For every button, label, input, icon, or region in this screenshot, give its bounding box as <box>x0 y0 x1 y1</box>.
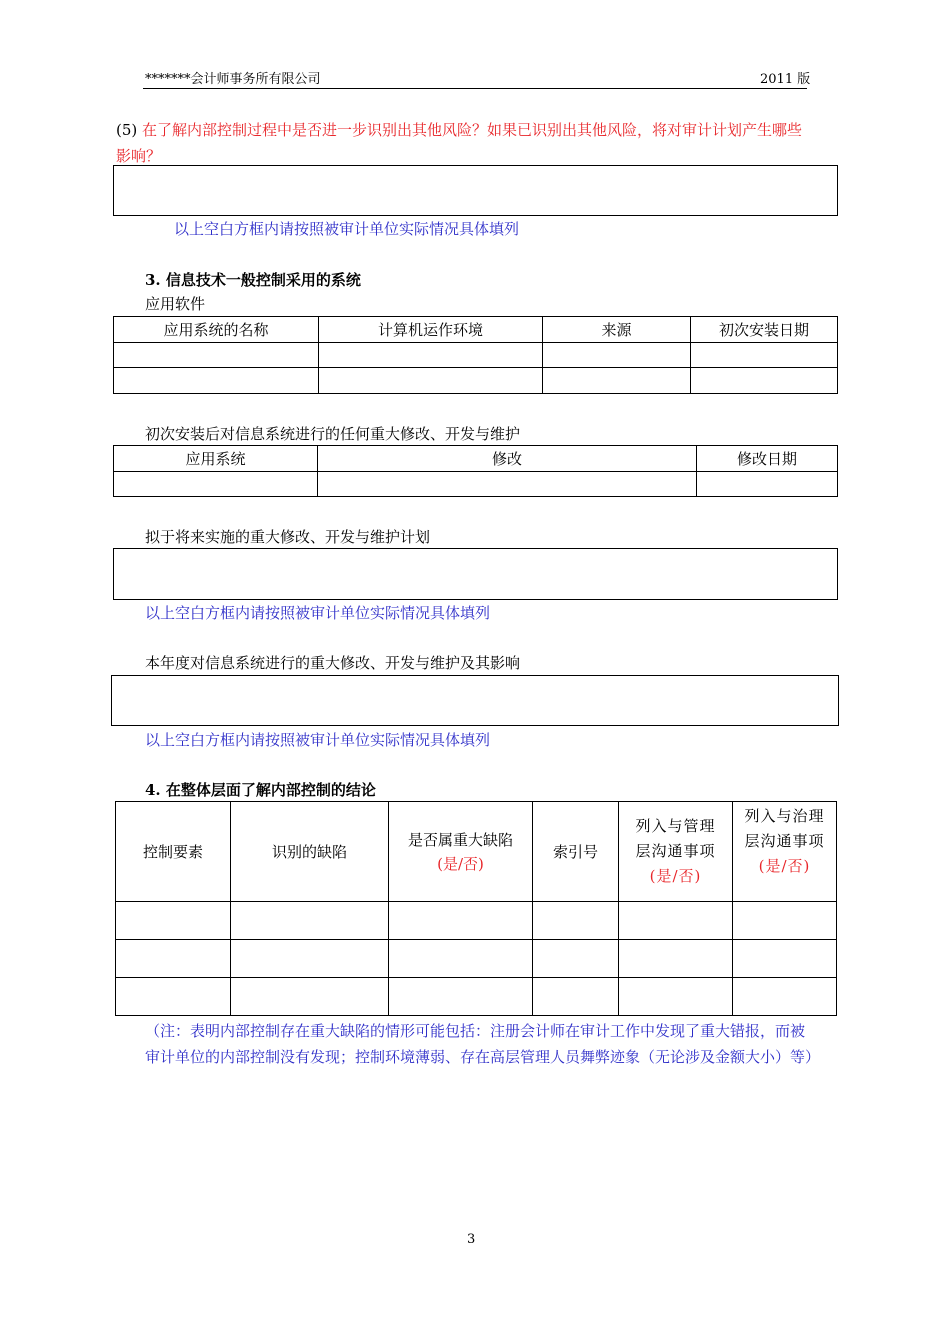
table-header: 来源 <box>543 317 691 343</box>
header-main: 控制要素 <box>142 843 203 861</box>
fill-instruction: 以上空白方框内请按照被审计单位实际情况具体填列 <box>145 731 491 749</box>
modification-label: 初次安装后对信息系统进行的任何重大修改、开发与维护 <box>145 425 521 443</box>
table-cell[interactable] <box>114 368 319 394</box>
table-cell[interactable] <box>619 978 733 1016</box>
table-row <box>114 368 838 394</box>
conclusion-table <box>115 801 837 1016</box>
header-main: 识别的缺陷 <box>271 843 347 861</box>
table-cell[interactable] <box>318 472 697 497</box>
table-cell[interactable] <box>389 940 533 978</box>
answer-box-future-plan[interactable] <box>113 548 838 600</box>
header-main: 是否属重大缺陷 <box>407 830 513 849</box>
table-cell[interactable] <box>697 472 838 497</box>
table-cell[interactable] <box>619 940 733 978</box>
app-system-table <box>113 316 838 394</box>
table-row <box>116 902 837 940</box>
page-number: 3 <box>467 1232 476 1247</box>
table-row <box>116 940 837 978</box>
firm-name: *******会计师事务所有限公司 <box>145 72 321 87</box>
table-cell[interactable] <box>733 902 837 940</box>
section-4-title: 4. 在整体层面了解内部控制的结论 <box>145 781 376 799</box>
answer-box-q5[interactable] <box>113 165 838 216</box>
modification-table <box>113 445 838 497</box>
table-header: 修改日期 <box>697 446 838 472</box>
table-cell[interactable] <box>533 902 619 940</box>
header-main: 索引号 <box>552 843 598 861</box>
table-cell[interactable] <box>691 343 838 368</box>
table-cell[interactable] <box>543 343 691 368</box>
table-header: 计算机运作环境 <box>319 317 543 343</box>
table-cell[interactable] <box>319 343 543 368</box>
table-cell[interactable] <box>691 368 838 394</box>
header-main: 列入与管理层沟通事项 <box>635 817 716 860</box>
table-cell[interactable] <box>116 902 231 940</box>
header-sub: (是/否) <box>437 854 484 873</box>
table-cell[interactable] <box>116 978 231 1016</box>
footnote: （注：表明内部控制存在重大缺陷的情形可能包括：注册会计师在审计工作中发现了重大错报，而被审计单位的内部控制没有发现；控制环境薄弱、存在高层管理人员舞弊迹象（无论涉及金额大小）等） <box>145 1022 821 1066</box>
table-header: 修改 <box>318 446 697 472</box>
table-header <box>533 802 619 902</box>
table-row <box>114 472 838 497</box>
table-row <box>116 978 837 1016</box>
future-plan-label: 拟于将来实施的重大修改、开发与维护计划 <box>145 528 431 546</box>
table-cell[interactable] <box>389 902 533 940</box>
table-cell[interactable] <box>543 368 691 394</box>
table-cell[interactable] <box>114 343 319 368</box>
table-cell[interactable] <box>114 472 318 497</box>
table-cell[interactable] <box>231 978 389 1016</box>
table-row <box>114 343 838 368</box>
header-rule <box>143 88 807 89</box>
table-header <box>733 802 837 902</box>
version-label: 2011 版 <box>760 72 811 87</box>
answer-box-this-year[interactable] <box>111 675 839 726</box>
section-3-title: 3. 信息技术一般控制采用的系统 <box>145 271 361 289</box>
table-cell[interactable] <box>319 368 543 394</box>
table-cell[interactable] <box>533 940 619 978</box>
table-cell[interactable] <box>389 978 533 1016</box>
app-software-label: 应用软件 <box>145 295 206 313</box>
table-cell[interactable] <box>231 940 389 978</box>
header-main: 列入与治理层沟通事项 <box>744 807 825 850</box>
table-cell[interactable] <box>733 978 837 1016</box>
table-header: 应用系统的名称 <box>114 317 319 343</box>
table-header <box>619 802 733 902</box>
table-header: 应用系统 <box>114 446 318 472</box>
question-number: (5) <box>116 121 138 139</box>
table-header <box>231 802 389 902</box>
question-5 <box>116 117 816 169</box>
header-sub: (是/否) <box>649 867 702 885</box>
table-cell[interactable] <box>533 978 619 1016</box>
fill-instruction: 以上空白方框内请按照被审计单位实际情况具体填列 <box>145 604 491 622</box>
table-header <box>389 802 533 902</box>
fill-instruction: 以上空白方框内请按照被审计单位实际情况具体填列 <box>174 220 520 238</box>
table-header <box>116 802 231 902</box>
question-text: 在了解内部控制过程中是否进一步识别出其他风险？如果已识别出其他风险，将对审计计划产生哪些影响？ <box>116 121 803 165</box>
table-cell[interactable] <box>733 940 837 978</box>
this-year-label: 本年度对信息系统进行的重大修改、开发与维护及其影响 <box>145 654 521 672</box>
table-cell[interactable] <box>116 940 231 978</box>
table-cell[interactable] <box>619 902 733 940</box>
header-sub: (是/否) <box>758 857 811 875</box>
table-cell[interactable] <box>231 902 389 940</box>
table-header: 初次安装日期 <box>691 317 838 343</box>
